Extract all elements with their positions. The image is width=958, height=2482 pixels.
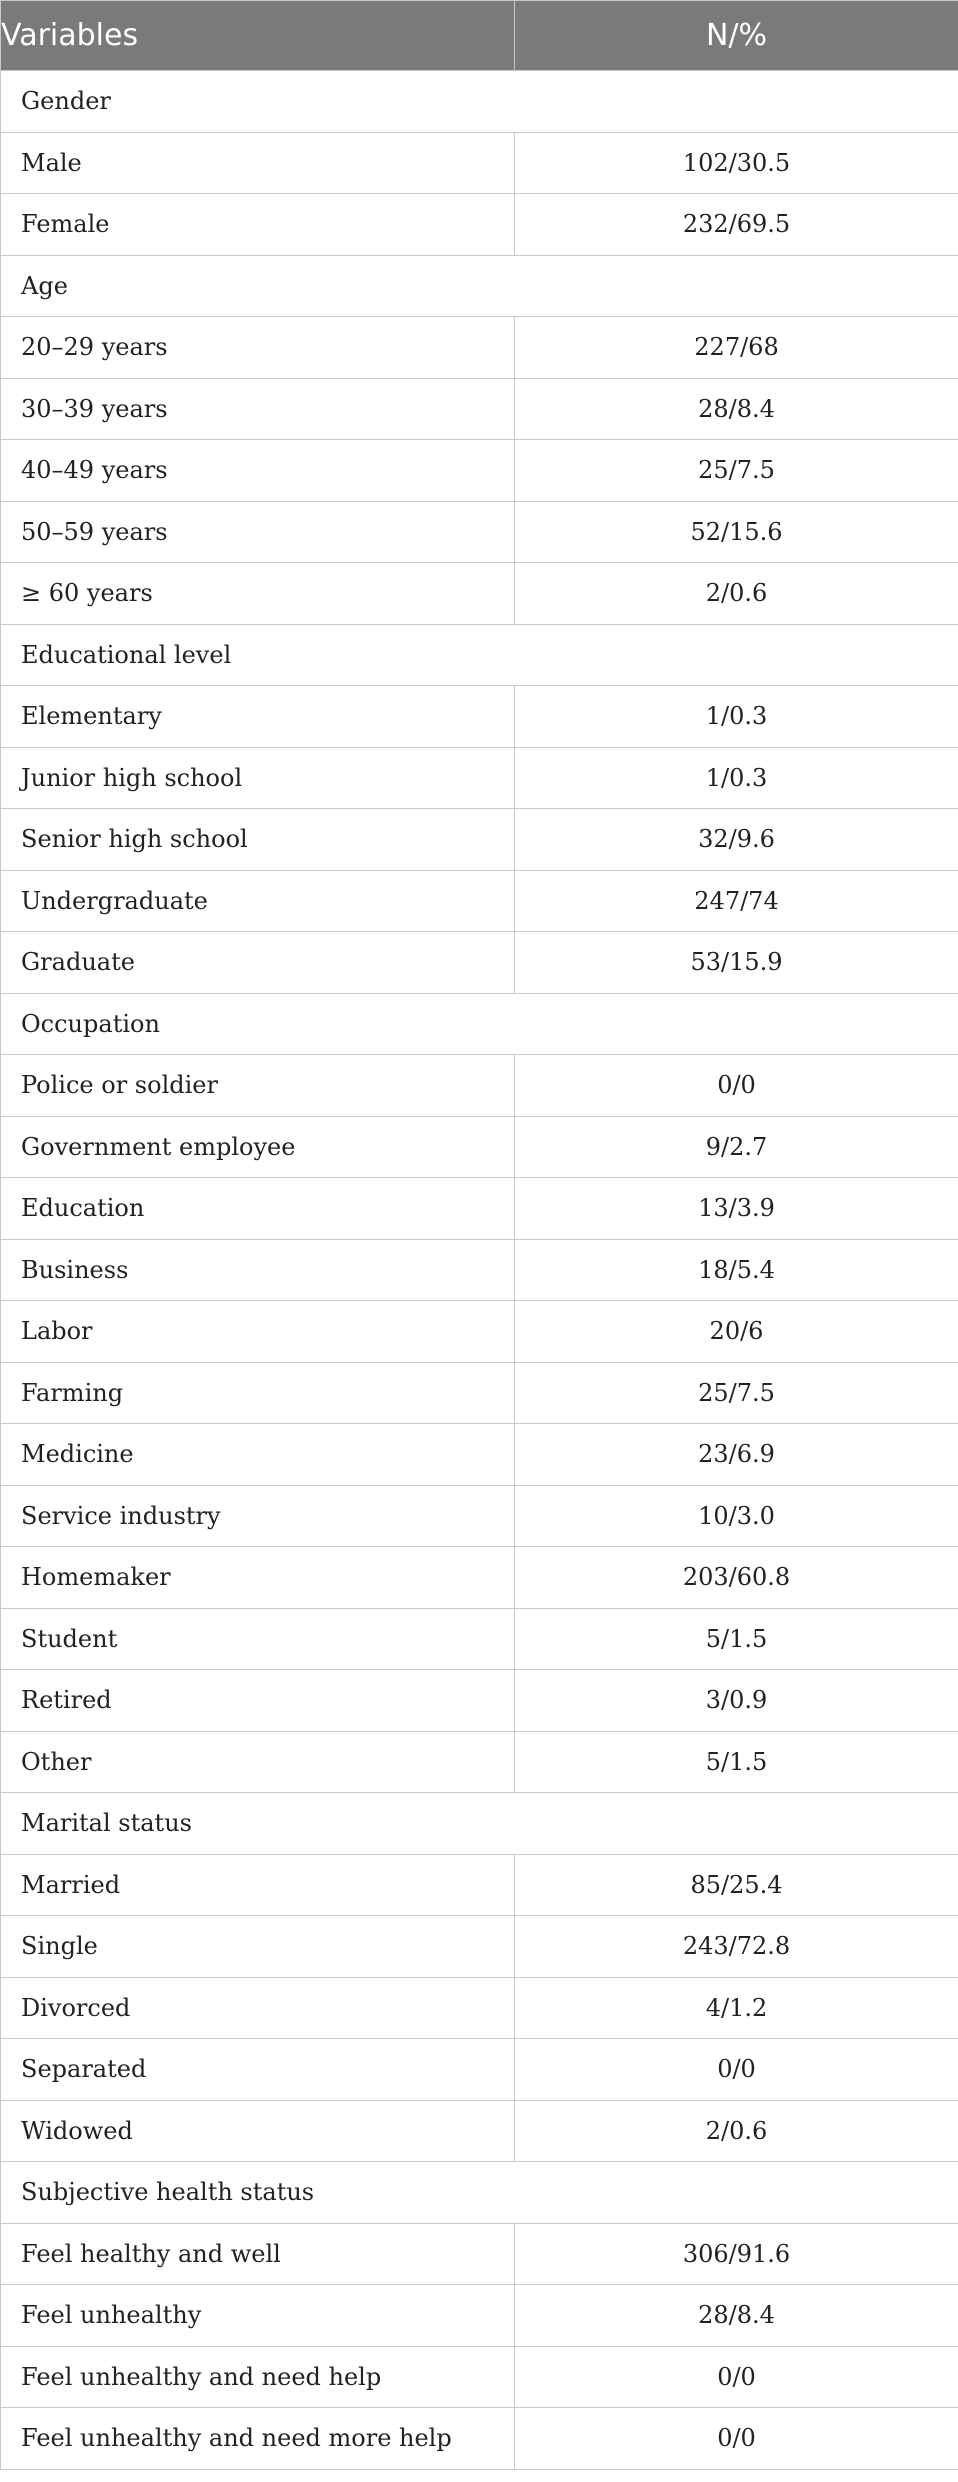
section-row (1, 993, 958, 1055)
row-value: 3/0.9 (515, 1670, 958, 1732)
table-row (1, 2100, 958, 2162)
table-row (1, 2285, 958, 2347)
row-label: Business (1, 1239, 515, 1301)
row-label: Undergraduate (1, 870, 515, 932)
table-row (1, 440, 958, 502)
table-row (1, 1239, 958, 1301)
section-row (1, 1793, 958, 1855)
row-label: Labor (1, 1301, 515, 1363)
row-value: 1/0.3 (515, 747, 958, 809)
table-row (1, 2408, 958, 2470)
table-row (1, 194, 958, 256)
section-row (1, 624, 958, 686)
table-row (1, 2039, 958, 2101)
table-row (1, 809, 958, 871)
row-value: 23/6.9 (515, 1424, 958, 1486)
row-label: Other (1, 1731, 515, 1793)
row-value: 0/0 (515, 2039, 958, 2101)
table-row (1, 2346, 958, 2408)
row-label: Education (1, 1178, 515, 1240)
row-value: 52/15.6 (515, 501, 958, 563)
row-label: Separated (1, 2039, 515, 2101)
table-row (1, 1362, 958, 1424)
row-value: 306/91.6 (515, 2223, 958, 2285)
row-value: 2/0.6 (515, 2100, 958, 2162)
row-label: Homemaker (1, 1547, 515, 1609)
row-value: 53/15.9 (515, 932, 958, 994)
row-label: Student (1, 1608, 515, 1670)
row-label: 30–39 years (1, 378, 515, 440)
row-value: 9/2.7 (515, 1116, 958, 1178)
row-label: Medicine (1, 1424, 515, 1486)
row-value: 227/68 (515, 317, 958, 379)
section-row (1, 255, 958, 317)
row-label: Police or soldier (1, 1055, 515, 1117)
row-value: 0/0 (515, 2408, 958, 2470)
header-row (1, 1, 958, 71)
table-row (1, 1424, 958, 1486)
table-row (1, 1116, 958, 1178)
row-value: 232/69.5 (515, 194, 958, 256)
row-label: Service industry (1, 1485, 515, 1547)
table-row (1, 1916, 958, 1978)
section-row (1, 2162, 958, 2224)
table-row (1, 1178, 958, 1240)
table-row (1, 1731, 958, 1793)
row-value: 203/60.8 (515, 1547, 958, 1609)
row-value: 10/3.0 (515, 1485, 958, 1547)
row-label: Female (1, 194, 515, 256)
row-label: Feel unhealthy and need help (1, 2346, 515, 2408)
row-label: 40–49 years (1, 440, 515, 502)
row-value: 28/8.4 (515, 378, 958, 440)
row-value: 0/0 (515, 1055, 958, 1117)
row-value: 2/0.6 (515, 563, 958, 625)
row-value: 1/0.3 (515, 686, 958, 748)
header-variables: Variables (1, 1, 515, 71)
row-label: Widowed (1, 2100, 515, 2162)
row-label: Male (1, 132, 515, 194)
row-label: Single (1, 1916, 515, 1978)
row-label: Farming (1, 1362, 515, 1424)
row-value: 4/1.2 (515, 1977, 958, 2039)
row-value: 20/6 (515, 1301, 958, 1363)
row-value: 25/7.5 (515, 1362, 958, 1424)
row-label: Elementary (1, 686, 515, 748)
table-row (1, 1670, 958, 1732)
section-row (1, 71, 958, 133)
row-label: Divorced (1, 1977, 515, 2039)
row-label: 20–29 years (1, 317, 515, 379)
row-value: 5/1.5 (515, 1608, 958, 1670)
row-value: 247/74 (515, 870, 958, 932)
section-title: Occupation (1, 993, 958, 1055)
table-row (1, 747, 958, 809)
row-value: 102/30.5 (515, 132, 958, 194)
table-row (1, 1055, 958, 1117)
row-value: 25/7.5 (515, 440, 958, 502)
table-row (1, 563, 958, 625)
row-value: 243/72.8 (515, 1916, 958, 1978)
table-row (1, 132, 958, 194)
section-title: Marital status (1, 1793, 958, 1855)
section-title: Subjective health status (1, 2162, 958, 2224)
table-row (1, 686, 958, 748)
table-row (1, 378, 958, 440)
table-row (1, 932, 958, 994)
row-label: Feel unhealthy and need more help (1, 2408, 515, 2470)
section-title: Educational level (1, 624, 958, 686)
table-row (1, 501, 958, 563)
row-value: 13/3.9 (515, 1178, 958, 1240)
table-row (1, 1485, 958, 1547)
table-body (1, 71, 958, 2470)
row-value: 32/9.6 (515, 809, 958, 871)
table-row (1, 317, 958, 379)
row-value: 85/25.4 (515, 1854, 958, 1916)
row-label: Retired (1, 1670, 515, 1732)
table-row (1, 1301, 958, 1363)
table-row (1, 1608, 958, 1670)
row-label: Married (1, 1854, 515, 1916)
table-row (1, 2223, 958, 2285)
row-label: Feel unhealthy (1, 2285, 515, 2347)
row-value: 5/1.5 (515, 1731, 958, 1793)
table-row (1, 1977, 958, 2039)
table-header (1, 1, 958, 71)
row-label: Feel healthy and well (1, 2223, 515, 2285)
table-row (1, 1854, 958, 1916)
row-value: 28/8.4 (515, 2285, 958, 2347)
row-label: Government employee (1, 1116, 515, 1178)
row-label: ≥ 60 years (1, 563, 515, 625)
section-title: Gender (1, 71, 958, 133)
row-label: 50–59 years (1, 501, 515, 563)
table-row (1, 870, 958, 932)
row-value: 0/0 (515, 2346, 958, 2408)
table-row (1, 1547, 958, 1609)
row-label: Graduate (1, 932, 515, 994)
header-n-percent: N/% (515, 1, 958, 71)
row-label: Junior high school (1, 747, 515, 809)
row-label: Senior high school (1, 809, 515, 871)
row-value: 18/5.4 (515, 1239, 958, 1301)
section-title: Age (1, 255, 958, 317)
